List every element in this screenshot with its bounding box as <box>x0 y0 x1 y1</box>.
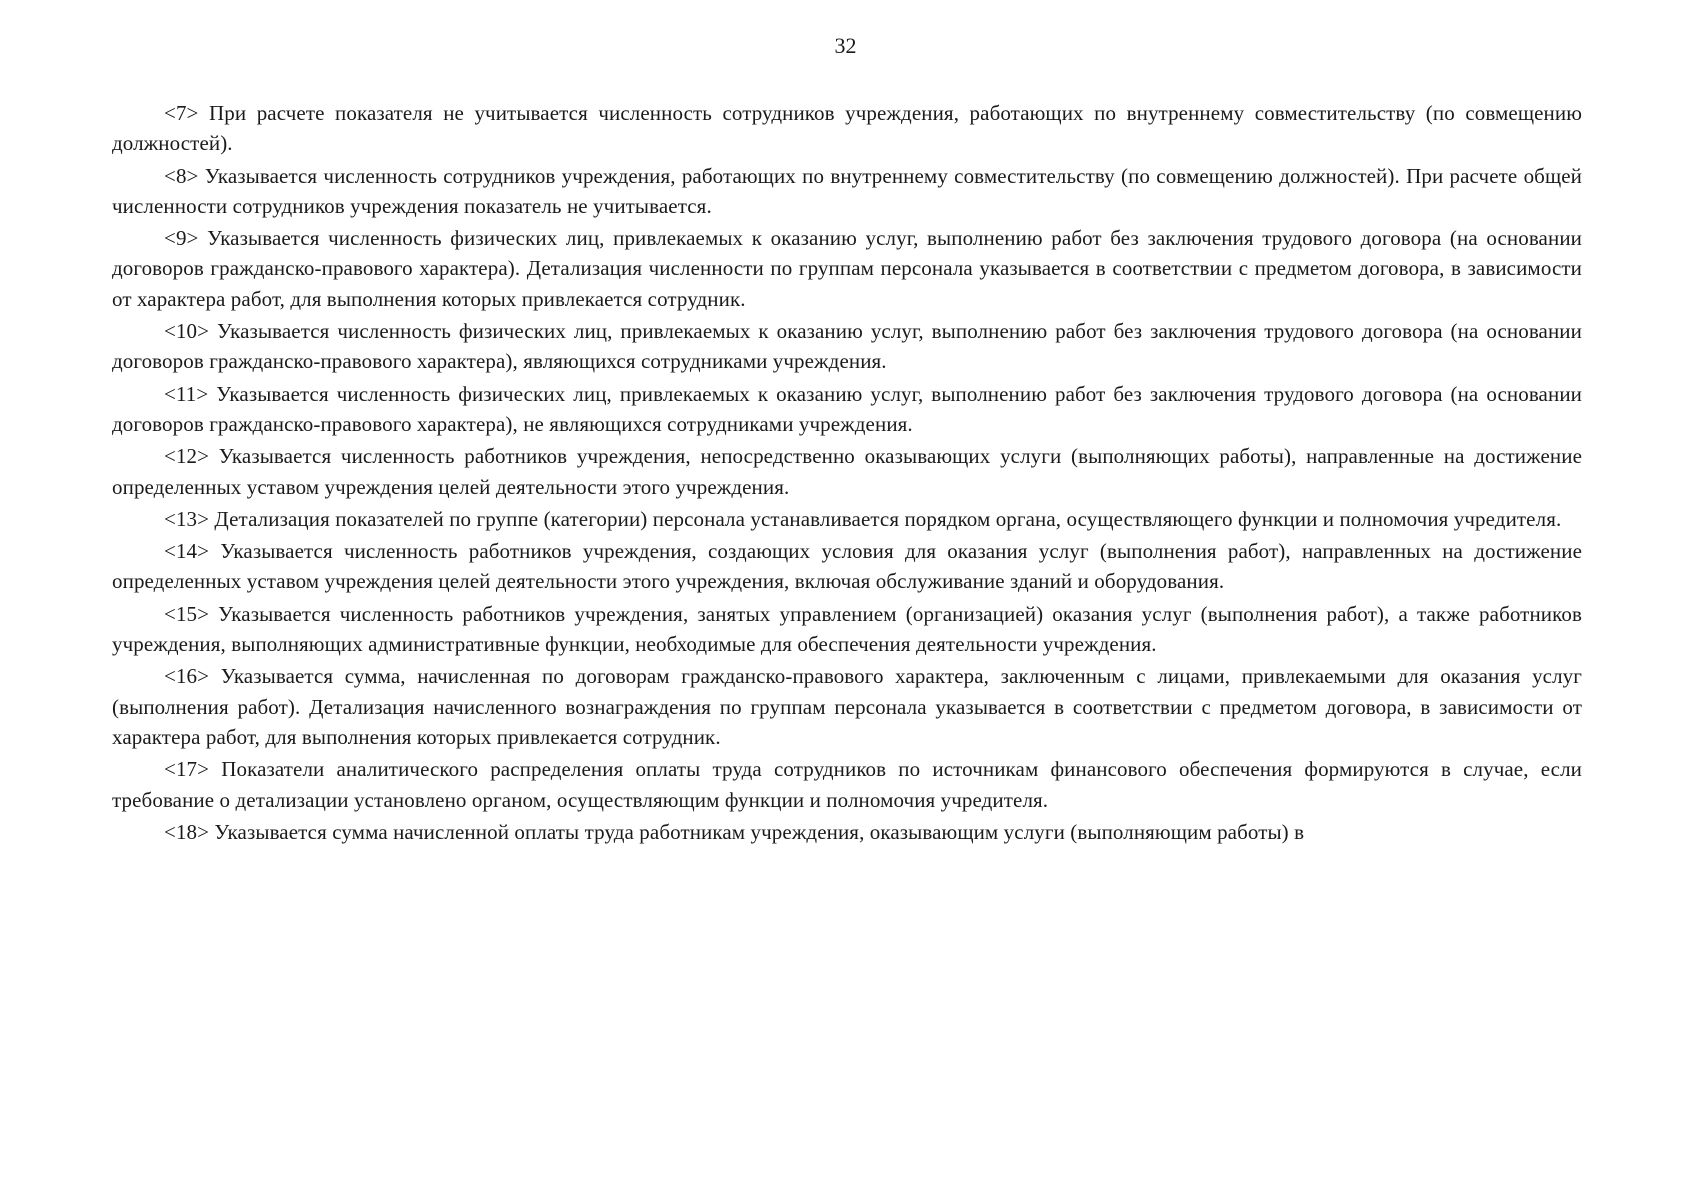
footnote-13: <13> Детализация показателей по группе (категории) персонала устанавливается порядком органа, осуществляющего функции и полномочия учредителя. <box>164 506 1562 531</box>
page-number: 32 <box>834 33 857 58</box>
footnote-17: <17> Показатели аналитического распределения оплаты труда сотрудников по источникам финансового обеспечения формируются в случае, если требование о детализации установлено органом, осуществляющим функции и полномочия учредителя. <box>112 757 1582 812</box>
footnote-9: <9> Указывается численность физических лиц, привлекаемых к оказанию услуг, выполнению работ без заключения трудового договора (на основании договоров гражданско-правового характера). Детализация численности по группам персонала указывается в соответствии с предметом договора, в зависимости от характера работ, для выполнения которых привлекается сотрудник. <box>112 226 1582 311</box>
footnote-11: <11> Указывается численность физических лиц, привлекаемых к оказанию услуг, выполнению работ без заключения трудового договора (на основании договоров гражданско-правового характера), не являющихся сотрудниками учреждения. <box>112 381 1582 436</box>
footnote-7: <7> При расчете показателя не учитывается численность сотрудников учреждения, работающих по внутреннему совместительству (по совмещению должностей). <box>112 101 1582 156</box>
footnote-10: <10> Указывается численность физических лиц, привлекаемых к оказанию услуг, выполнению работ без заключения трудового договора (на основании договоров гражданско-правового характера), являющихся сотрудниками учреждения. <box>112 319 1582 374</box>
footnote-12: <12> Указывается численность работников учреждения, непосредственно оказывающих услуги (выполняющих работы), направленные на достижение определенных уставом учреждения целей деятельности этого учреждения. <box>112 444 1582 499</box>
footnote-14: <14> Указывается численность работников учреждения, создающих условия для оказания услуг (выполнения работ), направленных на достижение определенных уставом учреждения целей деятельности этого учреждения, включая обслуживание зданий и оборудования. <box>112 539 1582 594</box>
footnote-8: <8> Указывается численность сотрудников учреждения, работающих по внутреннему совместительству (по совмещению должностей). При расчете общей численности сотрудников учреждения показатель не учитывается. <box>112 163 1582 218</box>
footnote-16: <16> Указывается сумма, начисленная по договорам гражданско-правового характера, заключенным с лицами, привлекаемыми для оказания услуг (выполнения работ). Детализация начисленного вознаграждения по группам персонала указывается в соответствии с предметом договора, в зависимости от характера работ, для выполнения которых привлекается сотрудник. <box>112 664 1582 749</box>
footnote-15: <15> Указывается численность работников учреждения, занятых управлением (организацией) оказания услуг (выполнения работ), а также работников учреждения, выполняющих административные функции, необходимые для обеспечения деятельности учреждения. <box>112 601 1582 657</box>
footnote-18: <18> Указывается сумма начисленной оплаты труда работникам учреждения, оказывающим услуги (выполняющим работы) в <box>164 819 1305 844</box>
footnotes-list <box>112 98 1582 849</box>
